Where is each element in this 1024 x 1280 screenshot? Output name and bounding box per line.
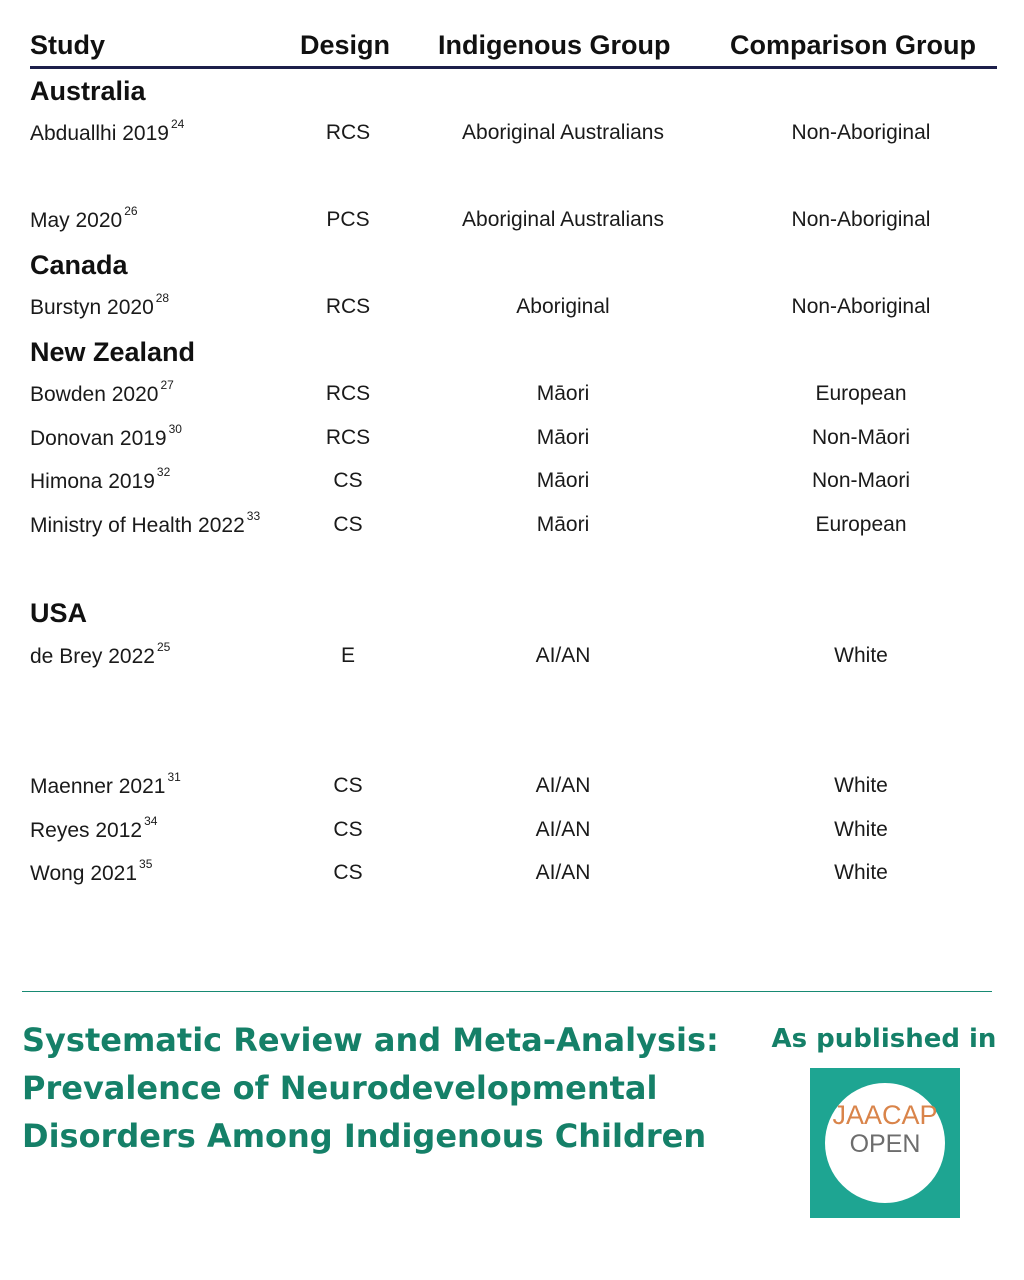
design-cell: RCS <box>325 426 371 449</box>
table-row <box>0 291 1024 325</box>
comparison-group-cell: European <box>815 382 907 405</box>
header-rule <box>30 66 997 69</box>
comparison-group-cell: Non-Aboriginal <box>791 208 931 231</box>
article-title <box>22 1016 742 1160</box>
indigenous-group-cell: Māori <box>536 382 590 405</box>
comparison-group-cell: White <box>834 644 888 667</box>
reference-number: 32 <box>156 465 171 479</box>
table-row <box>0 204 1024 238</box>
header-study: Study <box>30 30 106 60</box>
reference-number: 27 <box>160 378 174 392</box>
table-row <box>0 509 1024 543</box>
table-row <box>0 117 1024 151</box>
indigenous-group-cell: Aboriginal Australians <box>462 208 664 231</box>
comparison-group-cell: White <box>834 861 888 884</box>
article-title-line: Disorders Among Indigenous Children <box>22 1117 707 1155</box>
reference-number: 33 <box>246 509 261 523</box>
design-cell: E <box>340 644 355 667</box>
indigenous-group-cell: AI/AN <box>535 818 591 841</box>
table-row <box>0 378 1024 412</box>
published-in-label: As published in <box>771 1024 997 1054</box>
region-australia: Australia <box>30 76 146 106</box>
comparison-group-cell: European <box>815 513 907 536</box>
study-name: Wong 2021 $^{35}$ <box>30 857 153 885</box>
table-row <box>0 857 1024 891</box>
indigenous-group-cell: AI/AN <box>535 644 591 667</box>
indigenous-group-cell: Māori <box>536 426 590 449</box>
study-name: de Brey 2022 $^{25}$ <box>30 640 171 668</box>
reference-number: 24 <box>170 117 185 131</box>
design-cell: CS <box>333 818 363 841</box>
table-row <box>0 422 1024 456</box>
comparison-group-cell: White <box>834 774 888 797</box>
region-new-zealand: New Zealand <box>30 337 196 367</box>
reference-number: 34 <box>144 814 158 828</box>
comparison-group-cell: Non-Maori <box>811 469 911 492</box>
logo-text-jaacap: JAACAP <box>832 1100 938 1130</box>
indigenous-group-cell: Māori <box>536 513 590 536</box>
article-title-line: Systematic Review and Meta-Analysis: <box>22 1021 719 1059</box>
comparison-group-cell: White <box>834 818 888 841</box>
study-name: Abduallhi 2019 $^{24}$ <box>30 117 185 145</box>
study-name: Ministry of Health 2022 $^{33}$ <box>30 509 261 537</box>
indigenous-group-cell: Aboriginal Australians <box>462 121 664 144</box>
article-title-line: Prevalence of Neurodevelopmental <box>22 1069 658 1107</box>
design-cell: RCS <box>325 382 371 405</box>
table-row <box>0 814 1024 848</box>
comparison-group-cell: Non-Aboriginal <box>791 121 931 144</box>
header-design: Design <box>300 30 391 60</box>
header-indigenous-group: Indigenous Group <box>438 30 671 60</box>
reference-number: 26 <box>124 204 138 218</box>
design-cell: PCS <box>326 208 370 231</box>
study-name: Donovan 2019 $^{30}$ <box>30 422 182 450</box>
study-name: Reyes 2012 $^{34}$ <box>30 814 158 842</box>
design-cell: RCS <box>325 121 371 144</box>
table-row <box>0 465 1024 499</box>
comparison-group-cell: Non-Aboriginal <box>791 295 931 318</box>
design-cell: CS <box>333 513 363 536</box>
study-name: Bowden 2020 $^{27}$ <box>30 378 174 406</box>
table-row <box>0 640 1024 674</box>
region-canada: Canada <box>30 250 128 280</box>
comparison-group-cell: Non-Māori <box>811 426 911 449</box>
reference-number: 30 <box>168 422 182 436</box>
study-name: Maenner 2021 $^{31}$ <box>30 770 181 798</box>
indigenous-group-cell: AI/AN <box>535 774 591 797</box>
reference-number: 35 <box>139 857 153 871</box>
logo-text-open: OPEN <box>849 1130 921 1158</box>
design-cell: RCS <box>325 295 371 318</box>
indigenous-group-cell: Māori <box>536 469 590 492</box>
study-name: Himona 2019 $^{32}$ <box>30 465 171 493</box>
design-cell: CS <box>333 469 363 492</box>
region-usa: USA <box>30 598 88 628</box>
table-row <box>0 770 1024 804</box>
indigenous-group-cell: AI/AN <box>535 861 591 884</box>
design-cell: CS <box>333 861 363 884</box>
indigenous-group-cell: Aboriginal <box>516 295 610 318</box>
reference-number: 25 <box>156 640 171 654</box>
reference-number: 31 <box>167 770 181 784</box>
study-name: Burstyn 2020 $^{28}$ <box>30 291 170 319</box>
header-comparison-group: Comparison Group <box>730 30 977 60</box>
reference-number: 28 <box>155 291 170 305</box>
footer-divider <box>22 991 992 992</box>
jaacap-open-logo <box>810 1068 960 1218</box>
study-name: May 2020 $^{26}$ <box>30 204 138 232</box>
design-cell: CS <box>333 774 363 797</box>
